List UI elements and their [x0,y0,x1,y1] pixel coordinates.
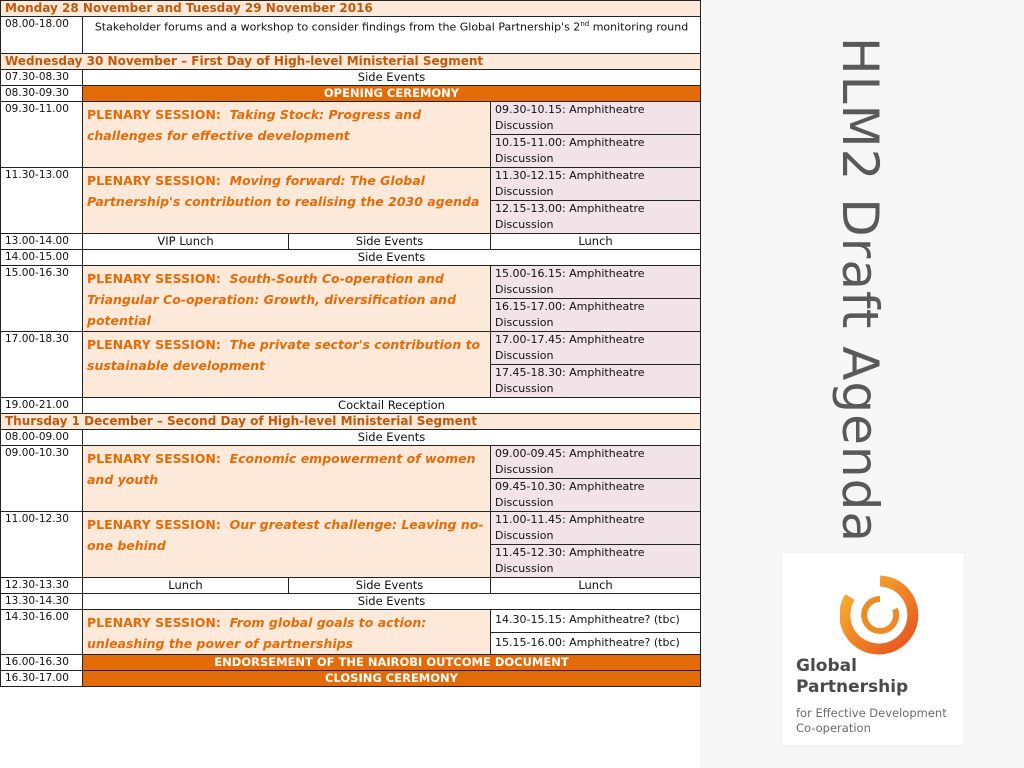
logo-ring-icon [840,575,920,655]
time-cell: 08.30-09.30 [1,86,83,102]
global-partnership-logo [782,553,964,745]
slide-title-text: HLM2 Draft Agenda [831,37,889,543]
side-events: Side Events [289,578,491,594]
plenary-session: PLENARY SESSION: Taking Stock: Progress and challenges for effective development [83,102,491,168]
time-cell: 17.00-18.30 [1,332,83,398]
logo-name [796,656,961,698]
stakeholder-forums: Stakeholder forums and a workshop to consider findings from the Global Partnership's 2nd monitoring round [83,17,701,54]
amphitheatre-slot: 17.00-17.45: Amphitheatre Discussion [491,332,701,365]
plenary-session: PLENARY SESSION: South-South Co-operation and Triangular Co-operation: Growth, diversification and potential [83,266,491,332]
amphitheatre-slot: 15.00-16.15: Amphitheatre Discussion [491,266,701,299]
day-header: Wednesday 30 November – First Day of High-level Ministerial Segment [1,54,701,70]
time-cell: 11.00-12.30 [1,512,83,578]
lunch: Lunch [491,234,701,250]
time-cell: 08.00-09.00 [1,430,83,446]
time-cell: 13.00-14.00 [1,234,83,250]
time-cell: 19.00-21.00 [1,398,83,414]
amphitheatre-slot: 09.45-10.30: Amphitheatre Discussion [491,479,701,512]
time-cell: 08.00-18.00 [1,17,83,54]
lunch: Lunch [491,578,701,594]
lunch: Lunch [83,578,289,594]
side-events: Side Events [83,250,701,266]
logo-subtitle [796,706,964,736]
amphitheatre-slot: 11.00-11.45: Amphitheatre Discussion [491,512,701,545]
time-cell: 09.30-11.00 [1,102,83,168]
plenary-session: PLENARY SESSION: Our greatest challenge: Leaving no-one behind [83,512,491,578]
slide-title [760,30,960,550]
side-events: Side Events [83,594,701,610]
amphitheatre-slot: 16.15-17.00: Amphitheatre Discussion [491,299,701,332]
amphitheatre-slot: 11.30-12.15: Amphitheatre Discussion [491,168,701,201]
vip-lunch: VIP Lunch [83,234,289,250]
logo-name-line: Global [796,656,857,676]
amphitheatre-slot: 09.00-09.45: Amphitheatre Discussion [491,446,701,479]
logo-subtitle-line: for Effective Development [796,706,947,720]
time-cell: 07.30-08.30 [1,70,83,86]
plenary-session: PLENARY SESSION: Economic empowerment of women and youth [83,446,491,512]
amphitheatre-slot: 17.45-18.30: Amphitheatre Discussion [491,365,701,398]
time-cell: 12.30-13.30 [1,578,83,594]
plenary-session: PLENARY SESSION: Moving forward: The Global Partnership's contribution to realising the 2030 agenda [83,168,491,234]
day-header: Monday 28 November and Tuesday 29 November 2016 [1,1,701,17]
time-cell: 15.00-16.30 [1,266,83,332]
amphitheatre-slot: 10.15-11.00: Amphitheatre Discussion [491,135,701,168]
cocktail-reception: Cocktail Reception [83,398,701,414]
side-events: Side Events [83,430,701,446]
time-cell: 16.00-16.30 [1,655,83,671]
day-header: Thursday 1 December – Second Day of High-level Ministerial Segment [1,414,701,430]
closing-ceremony: CLOSING CEREMONY [83,671,701,687]
time-cell: 09.00-10.30 [1,446,83,512]
time-cell: 13.30-14.30 [1,594,83,610]
plenary-session: PLENARY SESSION: The private sector's contribution to sustainable development [83,332,491,398]
amphitheatre-slot: 12.15-13.00: Amphitheatre Discussion [491,201,701,234]
amphitheatre-slot: 14.30-15.15: Amphitheatre? (tbc) [491,610,701,633]
endorsement-row: ENDORSEMENT OF THE NAIROBI OUTCOME DOCUMENT [83,655,701,671]
opening-ceremony: OPENING CEREMONY [83,86,701,102]
side-events: Side Events [289,234,491,250]
time-cell: 14.00-15.00 [1,250,83,266]
time-cell: 14.30-16.00 [1,610,83,655]
amphitheatre-slot: 15.15-16.00: Amphitheatre? (tbc) [491,632,701,655]
plenary-session: PLENARY SESSION: From global goals to action: unleashing the power of partnerships [83,610,491,655]
time-cell: 16.30-17.00 [1,671,83,687]
logo-name-line: Partnership [796,677,909,697]
amphitheatre-slot: 09.30-10.15: Amphitheatre Discussion [491,102,701,135]
logo-subtitle-line: Co-operation [796,721,871,735]
time-cell: 11.30-13.00 [1,168,83,234]
side-events: Side Events [83,70,701,86]
amphitheatre-slot: 11.45-12.30: Amphitheatre Discussion [491,545,701,578]
